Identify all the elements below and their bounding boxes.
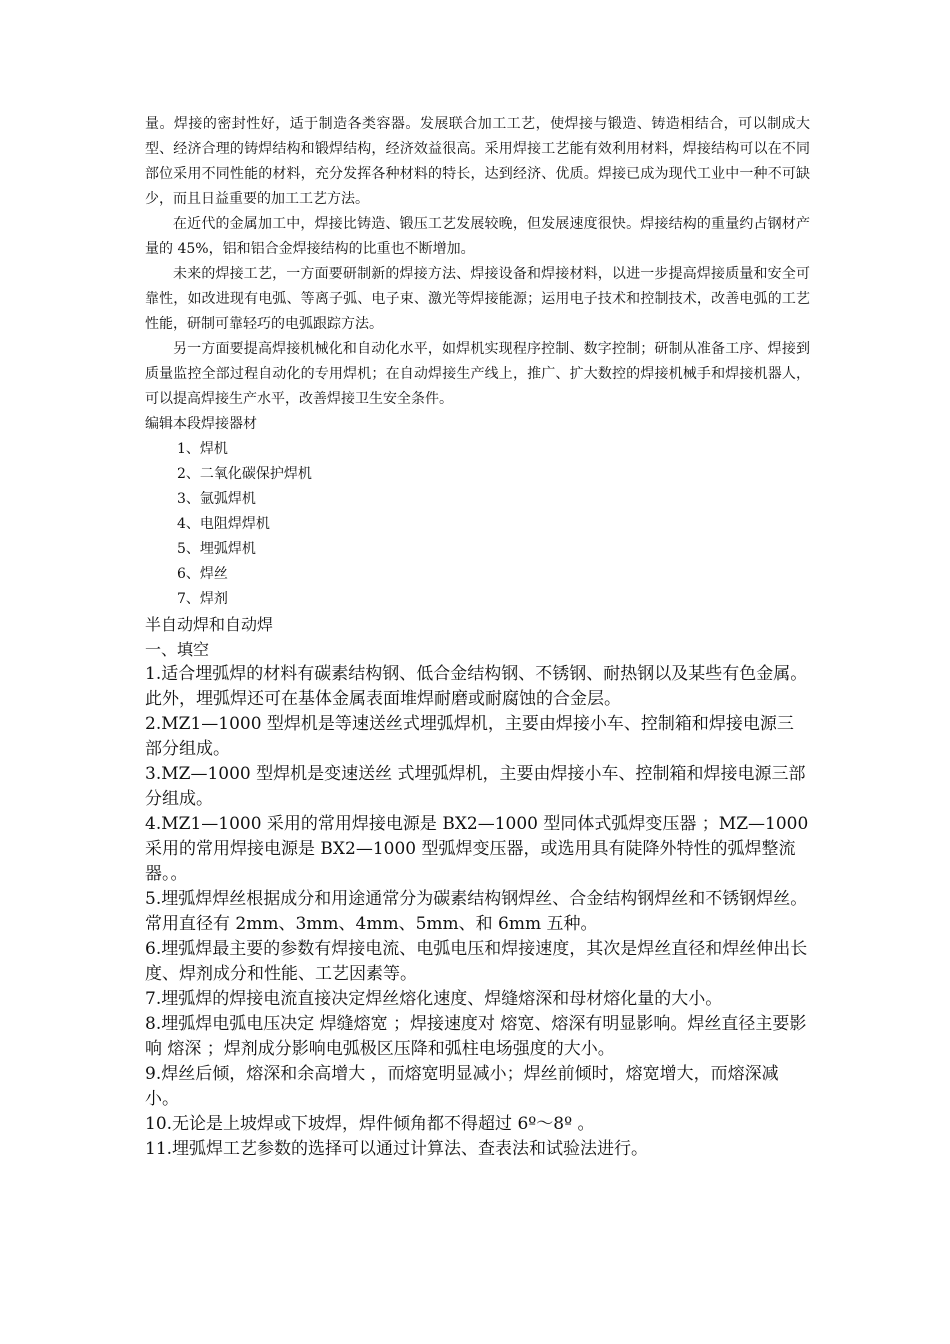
intro-paragraph-2: 在近代的金属加工中，焊接比铸造、锻压工艺发展较晚，但发展速度很快。焊接结构的重量约占钢材产量的 45%，铝和铝合金焊接结构的比重也不断增加。 [145, 216, 810, 257]
question-5: 5.埋弧焊焊丝根据成分和用途通常分为碳素结构钢焊丝、合金结构钢焊丝和不锈钢焊丝。常用直径有 2mm、3mm、4mm、5mm、和 6mm 五种。 [145, 889, 808, 934]
list-item: 3、氩弧焊机 [177, 491, 256, 507]
question-11: 11.埋弧焊工艺参数的选择可以通过计算法、查表法和试验法进行。 [145, 1139, 649, 1159]
equipment-list [145, 437, 810, 612]
question-9: 9.焊丝后倾，熔深和余高增大 ，而熔宽明显减小；焊丝前倾时，熔宽增大，而熔深减小。 [145, 1064, 779, 1109]
intro-paragraph-1: 量。焊接的密封性好，适于制造各类容器。发展联合加工工艺，使焊接与锻造、铸造相结合，可以制成大型、经济合理的铸焊结构和锻焊结构，经济效益很高。采用焊接工艺能有效利用材料，焊接结构可以在不同部位采用不同性能的材料，充分发挥各种材料的特长，达到经济、优质。焊接已成为现代工业中一种不可缺少，而且日益重要的加工工艺方法。 [145, 116, 810, 207]
question-10: 10.无论是上坡焊或下坡焊，焊件倾角都不得超过 6º～8º 。 [145, 1114, 595, 1134]
list-item: 2、二氧化碳保护焊机 [177, 466, 312, 482]
question-3: 3.MZ—1000 型焊机是变速送丝 式埋弧焊机，主要由焊接小车、控制箱和焊接电源三部分组成。 [145, 764, 806, 809]
subsection-title: 一、填空 [145, 640, 210, 659]
list-item: 5、埋弧焊机 [177, 541, 256, 557]
equipment-heading: 编辑本段焊接器材 [145, 416, 257, 432]
document-page [145, 112, 810, 1162]
question-1: 1.适合埋弧焊的材料有碳素结构钢、低合金结构钢、不锈钢、耐热钢以及某些有色金属。此外，埋弧焊还可在基体金属表面堆焊耐磨或耐腐蚀的合金层。 [145, 664, 808, 709]
question-6: 6.埋弧焊最主要的参数有焊接电流、电弧电压和焊接速度，其次是焊丝直径和焊丝伸出长度、焊剂成分和性能、工艺因素等。 [145, 939, 808, 984]
question-8: 8.埋弧焊电弧电压决定 焊缝熔宽 ；焊接速度对 熔宽、熔深有明显影响。焊丝直径主要影响 熔深 ；焊剂成分影响电弧极区压降和弧柱电场强度的大小。 [145, 1014, 807, 1059]
section-title: 半自动焊和自动焊 [145, 615, 274, 634]
intro-paragraph-4: 另一方面要提高焊接机械化和自动化水平，如焊机实现程序控制、数字控制；研制从准备工序、焊接到质量监控全部过程自动化的专用焊机；在自动焊接生产线上，推广、扩大数控的焊接机械手和焊接机器人，可以提高焊接生产水平，改善焊接卫生安全条件。 [145, 341, 810, 407]
list-item: 1、焊机 [177, 441, 228, 457]
question-2: 2.MZ1—1000 型焊机是等速送丝式埋弧焊机，主要由焊接小车、控制箱和焊接电源三部分组成。 [145, 714, 794, 759]
list-item: 7、焊剂 [177, 591, 228, 607]
question-7: 7.埋弧焊的焊接电流直接决定焊丝熔化速度、焊缝熔深和母材熔化量的大小。 [145, 989, 723, 1009]
intro-paragraph-3: 未来的焊接工艺，一方面要研制新的焊接方法、焊接设备和焊接材料，以进一步提高焊接质量和安全可靠性，如改进现有电弧、等离子弧、电子束、激光等焊接能源；运用电子技术和控制技术，改善电弧的工艺性能，研制可靠轻巧的电弧跟踪方法。 [145, 266, 810, 332]
list-item: 6、焊丝 [177, 566, 228, 582]
question-4: 4.MZ1—1000 采用的常用焊接电源是 BX2—1000 型同体式弧焊变压器 ；MZ—1000 采用的常用焊接电源是 BX2—1000 型弧焊变压器，或选用具有陡降外特性的弧焊整流器。。 [145, 814, 809, 884]
list-item: 4、电阻焊焊机 [177, 516, 270, 532]
